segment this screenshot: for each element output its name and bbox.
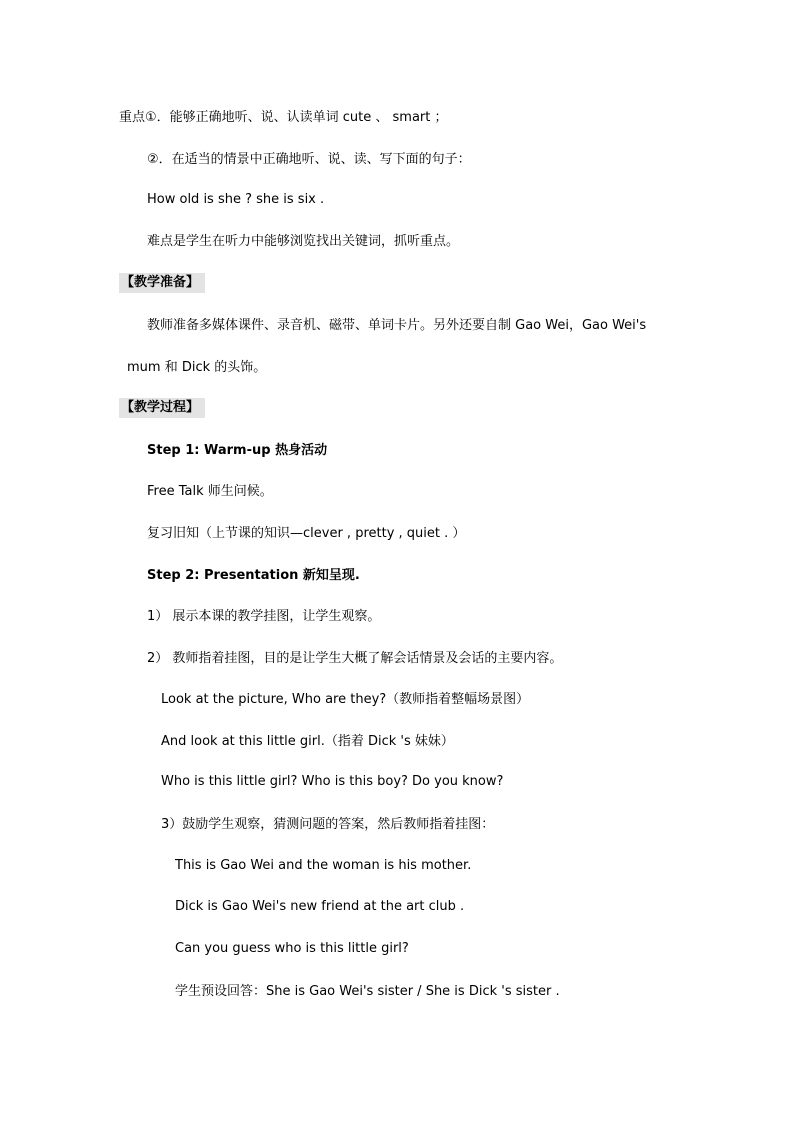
process-item-1: 1） 展示本课的教学挂图，让学生观察。 [147, 609, 381, 624]
process-item-3: 3）鼓励学生观察，猜测问题的答案，然后教师指着挂图： [161, 817, 495, 832]
key-point-2: ②．在适当的情景中正确地听、说、读、写下面的句子： [147, 152, 471, 167]
key-point-1: 重点①．能够正确地听、说、认读单词 cute 、 smart ； [119, 110, 448, 125]
question-line-1: Look at the picture, Who are they?（教师指着整幅场景图） [161, 692, 530, 707]
review-line: 复习旧知（上节课的知识—clever , pretty , quiet . ） [147, 526, 466, 541]
question-line-2: And look at this little girl.（指着 Dick 's 妹妹） [161, 734, 454, 749]
question-line-3: Who is this little girl? Who is this boy? Do you know? [161, 774, 504, 789]
key-point-sentence: How old is she ? she is six . [147, 192, 325, 207]
preparation-line-2: mum 和 Dick 的头饰。 [127, 360, 267, 375]
process-item-2: 2） 教师指着挂图，目的是让学生大概了解会话情景及会话的主要内容。 [147, 651, 563, 666]
step1-title: Step 1: Warm-up 热身活动 [147, 443, 328, 458]
answer-line-3: Can you guess who is this little girl? [175, 941, 409, 956]
answer-line-4: 学生预设回答：She is Gao Wei's sister / She is Dick 's sister . [175, 984, 560, 999]
answer-line-1: This is Gao Wei and the woman is his mother. [175, 858, 472, 873]
step2-title: Step 2: Presentation 新知呈现. [147, 568, 360, 583]
free-talk-line: Free Talk 师生问候。 [147, 484, 273, 499]
process-heading: 【教学过程】 [119, 398, 205, 418]
difficulty-point: 难点是学生在听力中能够浏览找出关键词，抓听重点。 [147, 234, 460, 249]
answer-line-2: Dick is Gao Wei's new friend at the art club . [175, 899, 465, 914]
preparation-heading: 【教学准备】 [119, 273, 205, 293]
preparation-line-1: 教师准备多媒体课件、录音机、磁带、单词卡片。另外还要自制 Gao Wei，Gao Wei's [147, 318, 647, 333]
